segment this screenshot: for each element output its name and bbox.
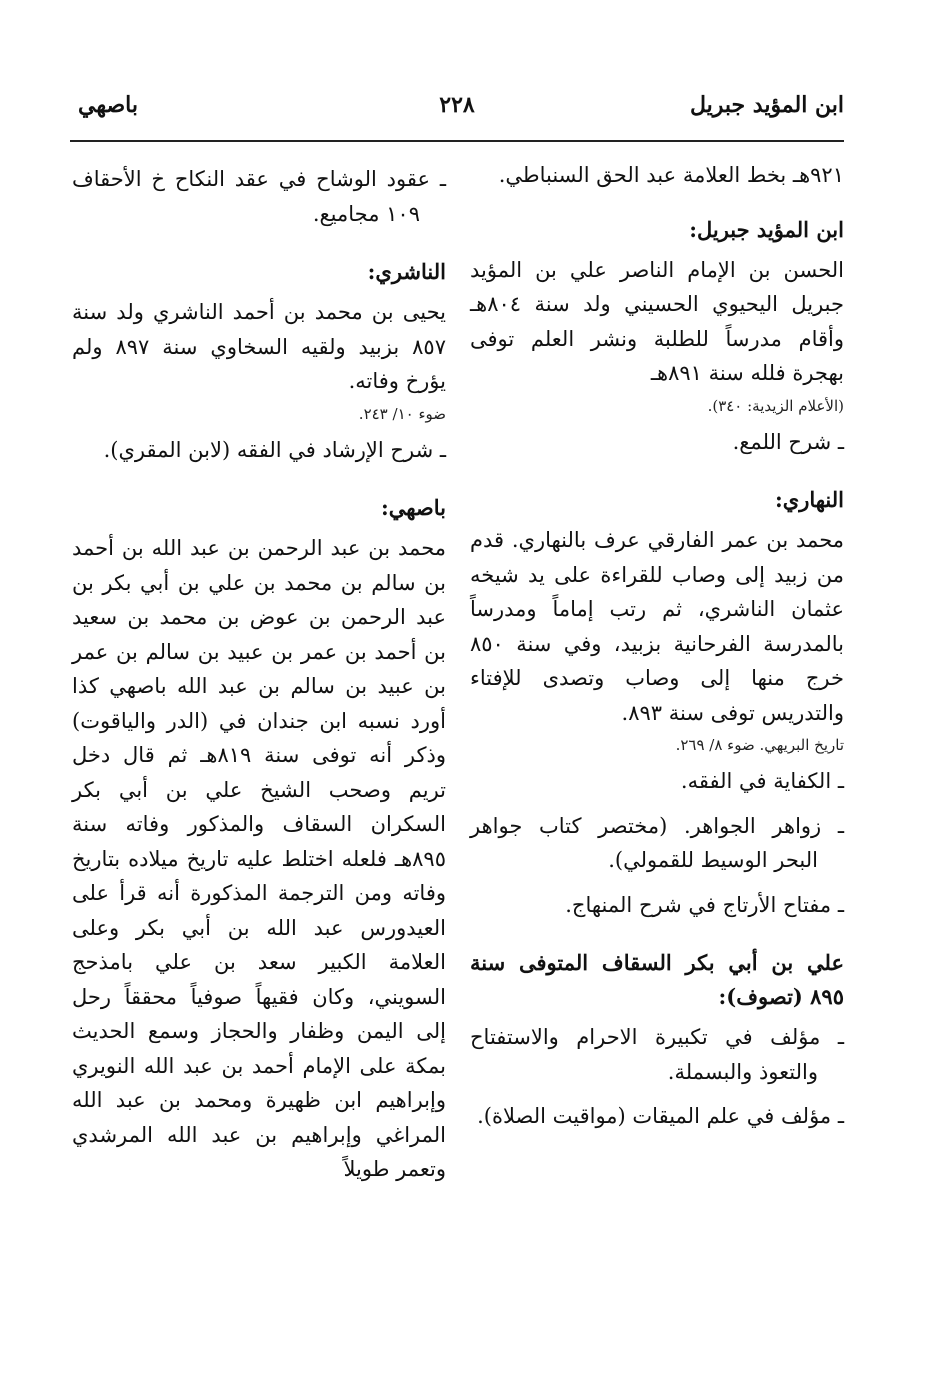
running-head-right: ابن المؤيد جبريل <box>689 92 844 118</box>
entry-heading: علي بن أبي بكر السقاف المتوفى سنة ٨٩٥ (تصوف): <box>470 950 844 1009</box>
entry-source: تاريخ البريهي. ضوء ٨/ ٢٦٩. <box>675 736 844 754</box>
entry-body: يحيى بن محمد بن أحمد الناشري ولد سنة ٨٥٧ بزبيد ولقيه السخاوي سنة ٨٩٧ ولم يؤرخ وفاته. <box>72 300 446 393</box>
entry-heading: باصهي: <box>380 495 446 520</box>
work-item: ـ شرح اللمع. <box>732 429 844 454</box>
entry-body: محمد بن عبد الرحمن بن عبد الله بن أحمد بن سالم بن محمد بن علي بن أبي بكر بن عبد الرحمن بن عوض بن محمد بن سعيد بن أحمد بن عمر بن عبيد بن سالم بن عمر بن عبيد بن سالم بن عبد الله باصهي كذا أورد نسبه ابن جندان في (الدر والياقوت) وذكر أنه توفى سنة ٨١٩هـ ثم قال دخل تريم وصحب الشيخ علي بن أبي بكر السكران السقاف والمذكور وفاته سنة ٨٩٥هـ فلعله اختلط عليه تاريخ ميلاده بتاريخ وفاته ومن الترجمة المذكورة أنه قرأ على العيدورس عبد الله بن أبي بكر وعلى العلامة الكبير سعد بن علي بامذحج السويني، وكان فقيهاً صوفياً محققاً رحل إلى اليمن وظفار والحجاز وسمع الحديث بمكة على الإمام أحمد بن عبد الله النويري وإبراهيم ابن ظهيرة ومحمد بن عبد الله المراغي وإبراهيم بن عبد الله المرشدي وتعمر طويلاً <box>72 536 446 1181</box>
work-item: ـ مفتاح الأرتاج في شرح المنهاج. <box>565 892 844 917</box>
entry-body: محمد بن عمر الفارقي عرف بالنهاري. قدم من زبيد إلى وصاب للقراءة على يد شيخه عثمان الناشري، ثم رتب إماماً ومدرساً بالمدرسة الفرحانية بزبيد، وفي سنة ٨٥٠ خرج منها إلى وصاب وتصدى للإفتاء والتدريس توفى سنة ٨٩٣. <box>470 528 844 725</box>
entry-heading: ابن المؤيد جبريل: <box>689 216 844 242</box>
right-column <box>470 158 844 1144</box>
work-item: ـ مؤلف في تكبيرة الاحرام والاستفتاح والتعوذ والبسملة. <box>470 1025 844 1084</box>
work-item: ـ عقود الوشاح في عقد النكاح خ الأحقاف ١٠٩ مجاميع. <box>72 167 446 226</box>
header-rule <box>70 140 844 142</box>
entry-body: الحسن بن الإمام الناصر علي بن المؤيد جبريل اليحيوي الحسيني ولد سنة ٨٠٤هـ وأقام مدرساً للطلبة ونشر العلم توفى بهجرة فلله سنة ٨٩١هـ <box>470 257 844 385</box>
left-column <box>72 158 446 1187</box>
page-header <box>70 92 844 132</box>
entry-source: (الأعلام الزيدية: ٣٤٠). <box>707 396 844 415</box>
work-item: ـ زواهر الجواهر. (مختصر كتاب جواهر البحر الوسيط للقمولي). <box>470 813 844 872</box>
work-item: ـ الكفاية في الفقه. <box>680 769 844 793</box>
entry-heading: النهاري: <box>775 487 844 512</box>
work-item: ـ مؤلف في علم الميقات (مواقيت الصلاة). <box>477 1104 844 1128</box>
continuation-text: ٩٢١هـ بخط العلامة عبد الحق السنباطي. <box>498 163 844 187</box>
entry-source: ضوء ١٠/ ٢٤٣. <box>358 404 446 423</box>
entry-heading: الناشري: <box>367 259 446 284</box>
page-number: ٢٢٨ <box>439 92 475 118</box>
running-head-left: باصهي <box>78 92 138 118</box>
work-item: ـ شرح الإرشاد في الفقه (لابن المقري). <box>103 437 446 462</box>
